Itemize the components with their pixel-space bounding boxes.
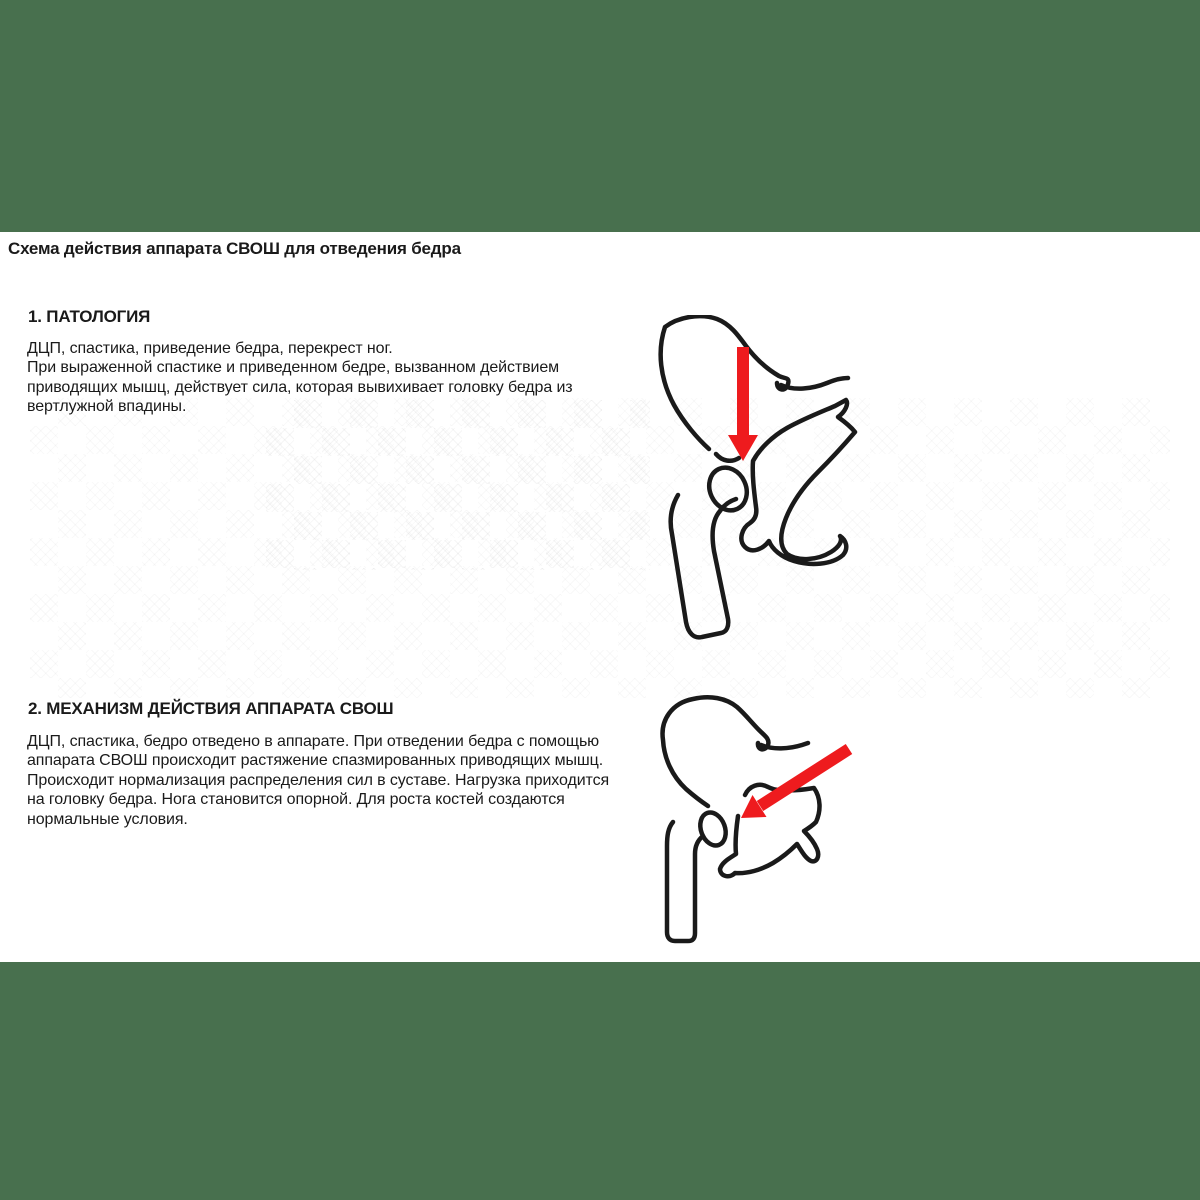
femur-outline xyxy=(667,822,703,941)
section-2-paragraph xyxy=(27,732,609,829)
bottom-green-bar xyxy=(0,962,1200,1200)
text-line: аппарата СВОШ происходит растяжение спазмированных приводящих мышц. xyxy=(27,752,604,770)
section-1-paragraph xyxy=(27,339,573,417)
section-1-heading: 1. ПАТОЛОГИЯ xyxy=(28,307,151,326)
femoral-head xyxy=(696,809,730,849)
ischium-outline xyxy=(741,400,855,564)
watermark-texture xyxy=(30,398,1170,698)
text-line: Происходит нормализация распределения сил в суставе. Нагрузка приходится xyxy=(27,771,610,789)
text-line: приводящих мышц, действует сила, которая вывихивает головку бедра из xyxy=(27,378,573,396)
top-green-bar xyxy=(0,0,1200,232)
text-line: на головку бедра. Нога становится опорной. Для роста костей создаются xyxy=(27,791,565,809)
text-line: ДЦП, спастика, приведение бедра, перекрест ног. xyxy=(27,340,393,357)
acetabulum-rim xyxy=(716,454,739,461)
text-line: нормальные условия. xyxy=(27,810,188,828)
pelvis-outline xyxy=(661,316,848,449)
text-line: ДЦП, спастика, бедро отведено в аппарате. При отведении бедра с помощью xyxy=(27,733,600,750)
femur-outline xyxy=(671,495,736,637)
femoral-head xyxy=(702,461,753,516)
document-panel xyxy=(0,232,1200,962)
page-title: Схема действия аппарата СВОШ для отведения бедра xyxy=(8,239,461,258)
text-line: При выраженной спастике и приведенном бедре, вызванном действием xyxy=(27,359,560,377)
watermark-texture xyxy=(266,400,650,570)
downward-force-arrow-icon xyxy=(728,347,758,461)
section-2-heading: 2. МЕХАНИЗМ ДЕЙСТВИЯ АППАРАТА СВОШ xyxy=(28,699,394,718)
figure-hip-swash-mechanism xyxy=(650,692,870,948)
text-line: вертлужной впадины. xyxy=(27,398,187,416)
figure-hip-pathology xyxy=(634,315,864,640)
